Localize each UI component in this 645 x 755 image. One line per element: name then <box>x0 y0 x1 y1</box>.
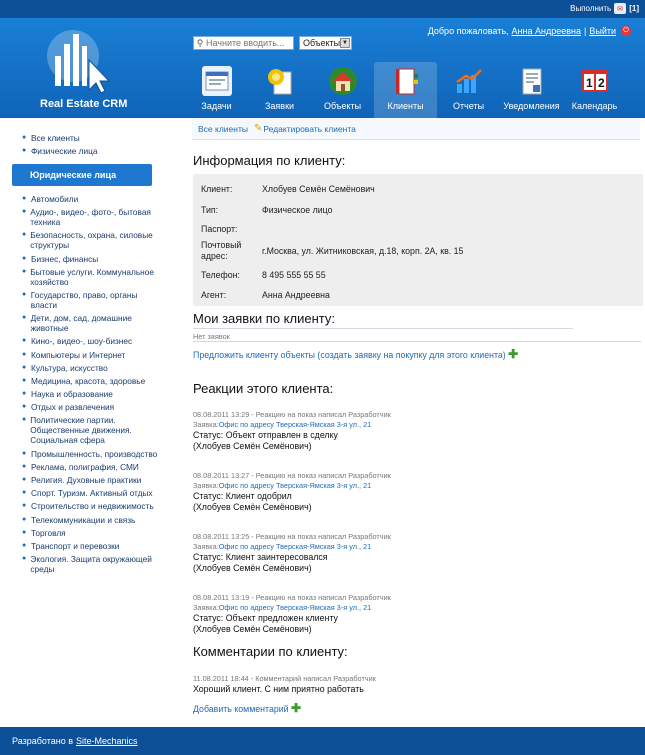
power-icon[interactable]: ⏻ <box>621 26 631 36</box>
search-icon: ⚲ <box>196 37 204 48</box>
footer-link[interactable]: Site-Mechanics <box>76 736 138 746</box>
info-title: Информация по клиенту: <box>193 153 346 168</box>
info-value-address: г.Москва, ул. Житниковская, д.18, корп. 2А, кв. 15 <box>262 246 464 256</box>
reaction-item <box>193 532 633 574</box>
info-label-type: Тип: <box>201 205 219 215</box>
brand-name: Real Estate CRM <box>40 98 128 110</box>
bullet-icon: ● <box>22 267 27 275</box>
requests-divider-2 <box>193 341 641 342</box>
add-comment-row <box>193 701 302 715</box>
info-label-phone: Телефон: <box>201 270 240 280</box>
sidebar-top-list <box>0 133 160 156</box>
pencil-icon: ✎ <box>253 123 263 134</box>
comment-text: Хороший клиент. С ним приятно работать <box>193 684 364 694</box>
plus-icon[interactable]: ✚ <box>508 347 519 361</box>
nav-notifications[interactable] <box>500 62 563 118</box>
nav-requests-label: Заявки <box>264 101 295 111</box>
sidebar-item[interactable]: ● Бизнес, финансы <box>22 253 99 264</box>
bullet-icon: ● <box>22 541 27 549</box>
sidebar-item[interactable]: ● Кино-, видео-, шоу-бизнес <box>22 336 133 347</box>
search-scope-value: Объекты <box>303 38 341 48</box>
sidebar-item[interactable]: ● Государство, право, органы власти <box>22 289 138 310</box>
reaction-meta: 08.08.2011 13:19 - Реакцию на показ написал Разработчик <box>193 593 391 602</box>
no-requests-text: Нет заявок <box>193 332 230 341</box>
bullet-icon: ● <box>22 231 27 239</box>
sidebar-header-legal[interactable]: Юридические лица <box>12 164 152 186</box>
reaction-request-link[interactable]: Офис по адресу Тверская-Ямская 3-я ул., 21 <box>218 542 372 551</box>
bullet-icon: ● <box>22 555 27 563</box>
nav-reports-label: Отчеты <box>452 101 485 111</box>
bullet-icon: ● <box>22 363 27 371</box>
sidebar-item[interactable]: ● Отдых и развлечения <box>22 402 115 413</box>
reaction-request: Заявка:Офис по адресу Тверская-Ямская 3-я ул., 21 <box>193 603 372 612</box>
requests-title: Мои заявки по клиенту: <box>193 311 335 326</box>
svg-text:1: 1 <box>585 76 593 90</box>
bullet-icon: ● <box>22 449 27 457</box>
reaction-request-link[interactable]: Офис по адресу Тверская-Ямская 3-я ул., 21 <box>218 603 372 612</box>
svg-text:2: 2 <box>597 76 605 90</box>
sidebar-item[interactable]: ● Торговля <box>22 527 66 538</box>
sidebar-item[interactable]: ● Телекоммуникации и связь <box>22 514 136 525</box>
sidebar-item[interactable]: ● Транспорт и перевозки <box>22 540 120 551</box>
logo[interactable] <box>0 18 180 118</box>
bullet-icon: ● <box>22 134 27 141</box>
info-label-agent: Агент: <box>201 290 227 300</box>
bullet-icon: ● <box>22 147 27 154</box>
reaction-request: Заявка:Офис по адресу Тверская-Ямская 3-я ул., 21 <box>193 481 372 490</box>
sidebar-item[interactable]: ● Реклама, полиграфия, СМИ <box>22 461 139 472</box>
reaction-meta: 08.08.2011 13:29 - Реакцию на показ написал Разработчик <box>193 410 391 419</box>
sidebar-item[interactable]: ● Медицина, красота, здоровье <box>22 375 146 386</box>
chart-icon <box>454 66 484 96</box>
footer-prefix: Разработано в <box>12 736 73 746</box>
reaction-request: Заявка:Офис по адресу Тверская-Ямская 3-я ул., 21 <box>193 542 372 551</box>
plus-icon[interactable]: ✚ <box>291 701 302 715</box>
sidebar-item[interactable]: ● Спорт. Туризм. Активный отдых <box>22 488 153 499</box>
info-label-client: Клиент: <box>201 184 233 194</box>
bullet-icon: ● <box>22 350 27 358</box>
info-value-type: Физическое лицо <box>262 205 333 215</box>
client-info-box <box>193 174 643 306</box>
sidebar-categories <box>0 194 160 574</box>
bullet-icon: ● <box>22 390 27 398</box>
house-icon <box>328 66 358 96</box>
offer-objects-link[interactable]: Предложить клиенту объекты (создать заявку на покупку для этого клиента) <box>193 350 506 360</box>
comment-meta: 11.08.2011 18:44 - Комментарий написал Разработчик <box>193 674 376 683</box>
top-bar <box>0 0 645 18</box>
bullet-icon: ● <box>22 314 27 322</box>
logo-building-icon <box>45 26 115 96</box>
nav-calendar[interactable] <box>563 62 626 118</box>
user-name-link[interactable]: Анна Андреевна <box>511 26 581 36</box>
notify-icon <box>517 66 547 96</box>
header <box>0 18 645 118</box>
reaction-request-link[interactable]: Офис по адресу Тверская-Ямская 3-я ул., 21 <box>218 481 372 490</box>
sidebar-item[interactable]: ● Безопасность, охрана, силовые структуры <box>22 230 153 251</box>
reaction-status: Статус: Объект отправлен в сделку <box>193 430 338 440</box>
search-scope-select[interactable] <box>299 36 352 50</box>
sidebar-item[interactable]: ● Компьютеры и Интернет <box>22 349 126 360</box>
offer-objects-row <box>193 347 519 361</box>
nav-reports[interactable] <box>437 62 500 118</box>
nav-calendar-label: Календарь <box>571 101 618 111</box>
info-label-passport: Паспорт: <box>201 224 238 234</box>
reactions-title: Реакции этого клиента: <box>193 381 334 396</box>
bullet-icon: ● <box>22 403 27 411</box>
nav-tasks-label: Задачи <box>201 101 232 111</box>
reaction-status: Статус: Объект предложен клиенту <box>193 613 338 623</box>
info-label-address: Почтовый адрес: <box>201 240 242 261</box>
run-tray-icon[interactable]: ✉ <box>614 3 626 14</box>
reaction-status: Статус: Клиент заинтересовался <box>193 552 328 562</box>
sidebar-item-individuals[interactable]: ● Физические лица <box>22 146 98 156</box>
nav-objects-label: Объекты <box>323 101 362 111</box>
info-value-phone: 8 495 555 55 55 <box>262 270 326 280</box>
sidebar-item[interactable]: ● Религия. Духовные практики <box>22 475 142 485</box>
bullet-icon: ● <box>22 376 27 384</box>
bullet-icon: ● <box>22 462 27 470</box>
bullet-icon: ● <box>22 290 27 298</box>
reaction-request: Заявка:Офис по адресу Тверская-Ямская 3-я ул., 21 <box>193 420 372 429</box>
main-nav <box>185 62 626 118</box>
bullet-icon: ● <box>22 254 27 262</box>
nav-requests[interactable] <box>248 62 311 118</box>
sidebar-item[interactable]: ● Политические партии. Общественные движения. Социальная сфера <box>22 415 132 446</box>
nav-clients[interactable] <box>374 62 437 118</box>
reaction-meta: 08.08.2011 13:25 - Реакцию на показ написал Разработчик <box>193 532 391 541</box>
sidebar-item[interactable]: ● Промышленность, производство <box>22 448 158 459</box>
nav-objects[interactable] <box>311 62 374 118</box>
chevron-down-icon[interactable]: ▼ <box>340 38 350 48</box>
add-comment-link[interactable]: Добавить комментарий <box>193 704 289 714</box>
bullet-icon: ● <box>22 195 27 202</box>
bullet-icon: ● <box>22 502 27 510</box>
sidebar-item-all-clients[interactable]: ● Все клиенты <box>22 133 80 143</box>
nav-clients-label: Клиенты <box>387 101 424 111</box>
sidebar <box>0 118 160 577</box>
sidebar-item[interactable]: ● Автомобили <box>22 194 79 204</box>
run-widget[interactable] <box>570 3 639 14</box>
sidebar-item[interactable]: ● Бытовые услуги. Коммунальное хозяйство <box>22 266 154 287</box>
welcome-text: Добро пожаловать, <box>427 26 509 36</box>
bullet-icon: ● <box>22 416 27 424</box>
reaction-client: (Хлобуев Семён Семёнович) <box>193 441 312 451</box>
info-value-client: Хлобуев Семён Семёнович <box>262 184 375 194</box>
client-subnav <box>192 118 640 140</box>
bullet-icon: ● <box>22 528 27 536</box>
search-box[interactable] <box>193 36 294 50</box>
reaction-item <box>193 471 633 513</box>
requests-icon <box>265 66 295 96</box>
run-count-badge[interactable]: [1] <box>629 4 639 13</box>
bullet-icon: ● <box>22 208 27 216</box>
bullet-icon: ● <box>22 337 27 345</box>
sidebar-item[interactable]: ● Наука и образование <box>22 389 113 400</box>
sidebar-item[interactable]: ● Дети, дом, сад, домашние животные <box>22 313 132 334</box>
footer <box>0 727 645 755</box>
tasks-icon <box>202 66 232 96</box>
reaction-client: (Хлобуев Семён Семёнович) <box>193 624 312 634</box>
nav-notifications-label: Уведомления <box>503 101 560 111</box>
search-input[interactable] <box>206 38 292 48</box>
reaction-item <box>193 593 633 635</box>
sidebar-item[interactable]: ● Культура, искусство <box>22 362 108 373</box>
reaction-client: (Хлобуев Семён Семёнович) <box>193 502 312 512</box>
logout-link[interactable]: Выйти <box>589 26 616 36</box>
reaction-item <box>193 410 633 452</box>
clients-book-icon <box>391 66 421 96</box>
sidebar-item[interactable]: ● Аудио-, видео-, фото-, бытовая техника <box>22 207 151 228</box>
user-welcome <box>428 26 631 36</box>
comments-title: Комментарии по клиенту: <box>193 644 348 659</box>
reaction-request-link[interactable]: Офис по адресу Тверская-Ямская 3-я ул., 21 <box>218 420 372 429</box>
reaction-status: Статус: Клиент одобрил <box>193 491 292 501</box>
reaction-meta: 08.08.2011 13:27 - Реакцию на показ написал Разработчик <box>193 471 391 480</box>
info-value-agent: Анна Андреевна <box>262 290 330 300</box>
bullet-icon: ● <box>22 515 27 523</box>
bullet-icon: ● <box>22 476 27 483</box>
reaction-client: (Хлобуев Семён Семёнович) <box>193 563 312 573</box>
sidebar-item[interactable]: ● Строительство и недвижимость <box>22 501 154 512</box>
sidebar-item[interactable]: ● Экология. Защита окружающей среды <box>22 554 152 575</box>
calendar-icon <box>580 66 610 96</box>
separator: | <box>584 26 587 36</box>
all-clients-link[interactable]: Все клиенты <box>198 123 248 134</box>
nav-tasks[interactable] <box>185 62 248 118</box>
edit-client-link[interactable]: Редактировать клиента <box>263 123 356 134</box>
run-label[interactable]: Выполнить <box>570 4 612 13</box>
bullet-icon: ● <box>22 489 27 497</box>
requests-divider <box>193 328 573 329</box>
